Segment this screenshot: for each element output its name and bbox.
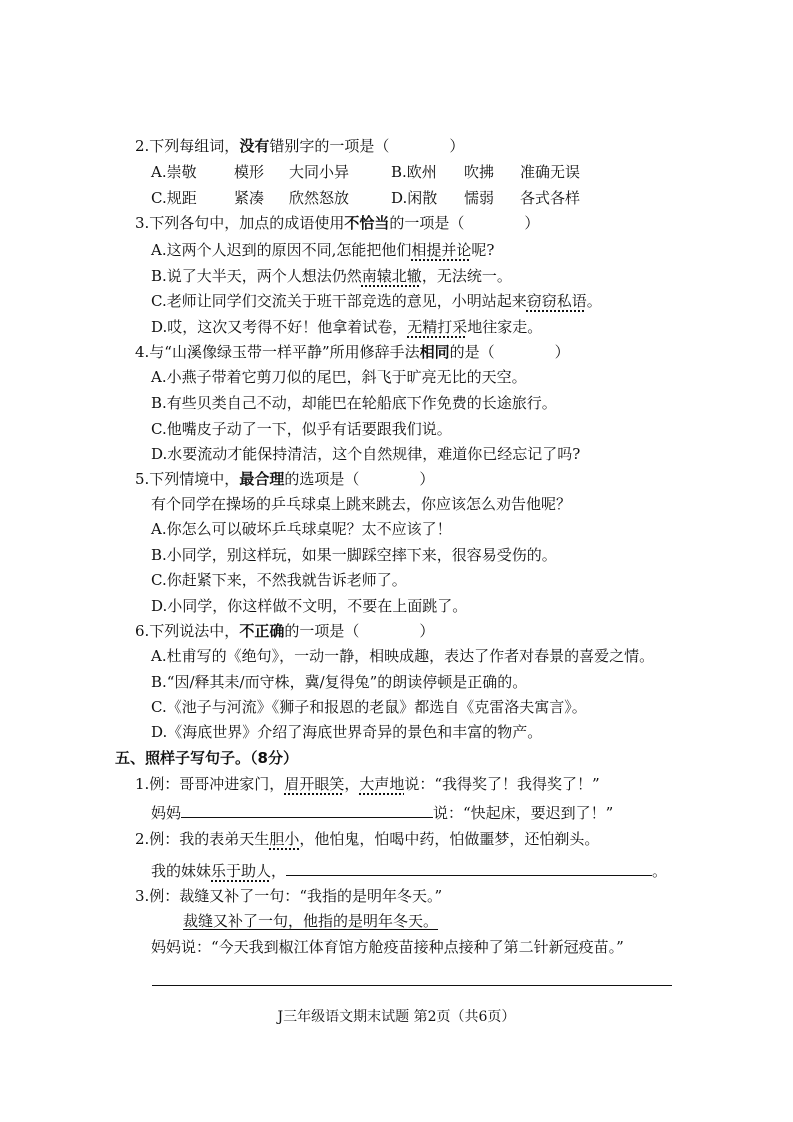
s5-item3-prompt: 妈妈说：“今天我到椒江体育馆方舱疫苗接种点接种了第二针新冠疫苗。” xyxy=(151,938,624,956)
q5-option-b: B.小同学，别这样玩，如果一脚踩空摔下来，很容易受伤的。 xyxy=(151,546,557,564)
dotted-idiom: 无精打采 xyxy=(407,318,468,336)
q2-option-a-w2: 模形 xyxy=(234,163,265,181)
answer-blank[interactable] xyxy=(286,861,652,876)
q2-option-b-w2: 吹拂 xyxy=(464,163,495,181)
q5-option-a: A.你怎么可以破坏乒乓球桌呢？太不应该了！ xyxy=(151,520,452,538)
dotted-idiom: 相提并论 xyxy=(411,241,472,259)
q4-option-b: B.有些贝类自己不动，却能巴在轮船底下作免费的长途旅行。 xyxy=(151,394,557,412)
dotted-idiom: 窃窃私语 xyxy=(526,292,587,310)
q2-option-d-w3: 各式各样 xyxy=(520,189,581,207)
q2-option-a: A.崇敬 xyxy=(151,163,197,181)
s5-item2-fill: 我的妹妹乐于助人， 。 xyxy=(151,862,668,880)
answer-blank[interactable] xyxy=(181,803,433,818)
q2-stem: 2.下列每组词，没有错别字的一项是（ ） xyxy=(135,137,465,155)
page-footer: J三年级语文期末试题 第2页（共6页） xyxy=(277,1009,516,1025)
q2-option-c-w3: 欣然怒放 xyxy=(289,189,350,207)
q6-option-d: D.《海底世界》介绍了海底世界奇异的景色和丰富的物产。 xyxy=(151,723,543,741)
q3-option-c: C.老师让同学们交流关于班干部竞选的意见，小明站起来窃窃私语。 xyxy=(151,292,602,310)
dotted-word: 胆小 xyxy=(269,830,300,848)
q4-option-d: D.水要流动才能保持清洁，这个自然规律，难道你已经忘记了吗? xyxy=(151,445,581,463)
section5-heading: 五、照样子写句子。（8分） xyxy=(115,749,298,767)
q6-stem: 6.下列说法中，不正确的一项是（ ） xyxy=(135,622,435,640)
q5-option-c: C.你赶紧下来，不然我就告诉老师了。 xyxy=(151,571,407,589)
q4-option-a: A.小燕子带着它剪刀似的尾巴，斜飞于旷亮无比的天空。 xyxy=(151,368,527,386)
q3-option-d: D.哎，这次又考得不好！他拿着试卷，无精打采地往家走。 xyxy=(151,318,543,336)
q2-option-b-w3: 准确无误 xyxy=(520,163,581,181)
q6-option-c: C.《池子与河流》《狮子和报恩的老鼠》都选自《克雷洛夫寓言》。 xyxy=(151,698,587,716)
s5-item3-model-answer: 裁缝又补了一句，他指的是明年冬天。 xyxy=(183,912,439,930)
q5-stem: 5.下列情境中，最合理的选项是（ ） xyxy=(135,470,435,488)
s5-item2-example: 2.例：我的表弟天生胆小，他怕鬼，怕喝中药，怕做噩梦，还怕剃头。 xyxy=(135,830,600,848)
q4-stem: 4.与“山溪像绿玉带一样平静”所用修辞手法相同的是（ ） xyxy=(135,343,570,361)
dotted-word: 乐于助人 xyxy=(211,862,272,880)
answer-line[interactable] xyxy=(152,985,672,986)
q6-option-a: A.杜甫写的《绝句》，一动一静，相映成趣，表达了作者对春景的喜爱之情。 xyxy=(151,647,655,665)
q4-option-c: C.他嘴皮子动了一下，似乎有话要跟我们说。 xyxy=(151,420,452,438)
dotted-word: 眉开眼笑 xyxy=(284,775,345,793)
s5-item1-fill: 妈妈 说：“快起床，要迟到了！” xyxy=(151,804,614,822)
q2-option-c-w2: 紧凑 xyxy=(234,189,265,207)
s5-item1-example: 1.例：哥哥冲进家门，眉开眼笑，大声地说：“我得奖了！我得奖了！” xyxy=(135,775,600,793)
q3-stem: 3.下列各句中，加点的成语使用不恰当的一项是（ ） xyxy=(135,214,540,232)
q2-option-a-w3: 大同小异 xyxy=(289,163,350,181)
s5-item3-example: 3.例：裁缝又补了一句：“我指的是明年冬天。” xyxy=(135,887,443,905)
dotted-word: 大声地 xyxy=(359,775,405,793)
dotted-idiom: 南辕北辙 xyxy=(361,267,422,285)
q2-option-d: D.闲散 xyxy=(391,189,438,207)
q3-option-b: B.说了大半天，两个人想法仍然南辕北辙，无法统一。 xyxy=(151,267,512,285)
q2-option-b: B.欧州 xyxy=(391,163,437,181)
q3-option-a: A.这两个人迟到的原因不同,怎能把他们相提并论呢? xyxy=(151,241,495,259)
q6-option-b: B.“因/释其耒/而守株，冀/复得兔”的朗读停顿是正确的。 xyxy=(151,673,528,691)
q2-option-c: C.规距 xyxy=(151,189,197,207)
q5-scene: 有个同学在操场的乒乓球桌上跳来跳去，你应该怎么劝告他呢？ xyxy=(151,495,572,513)
q2-option-d-w2: 懦弱 xyxy=(464,189,495,207)
q5-option-d: D.小同学，你这样做不文明，不要在上面跳了。 xyxy=(151,597,468,615)
